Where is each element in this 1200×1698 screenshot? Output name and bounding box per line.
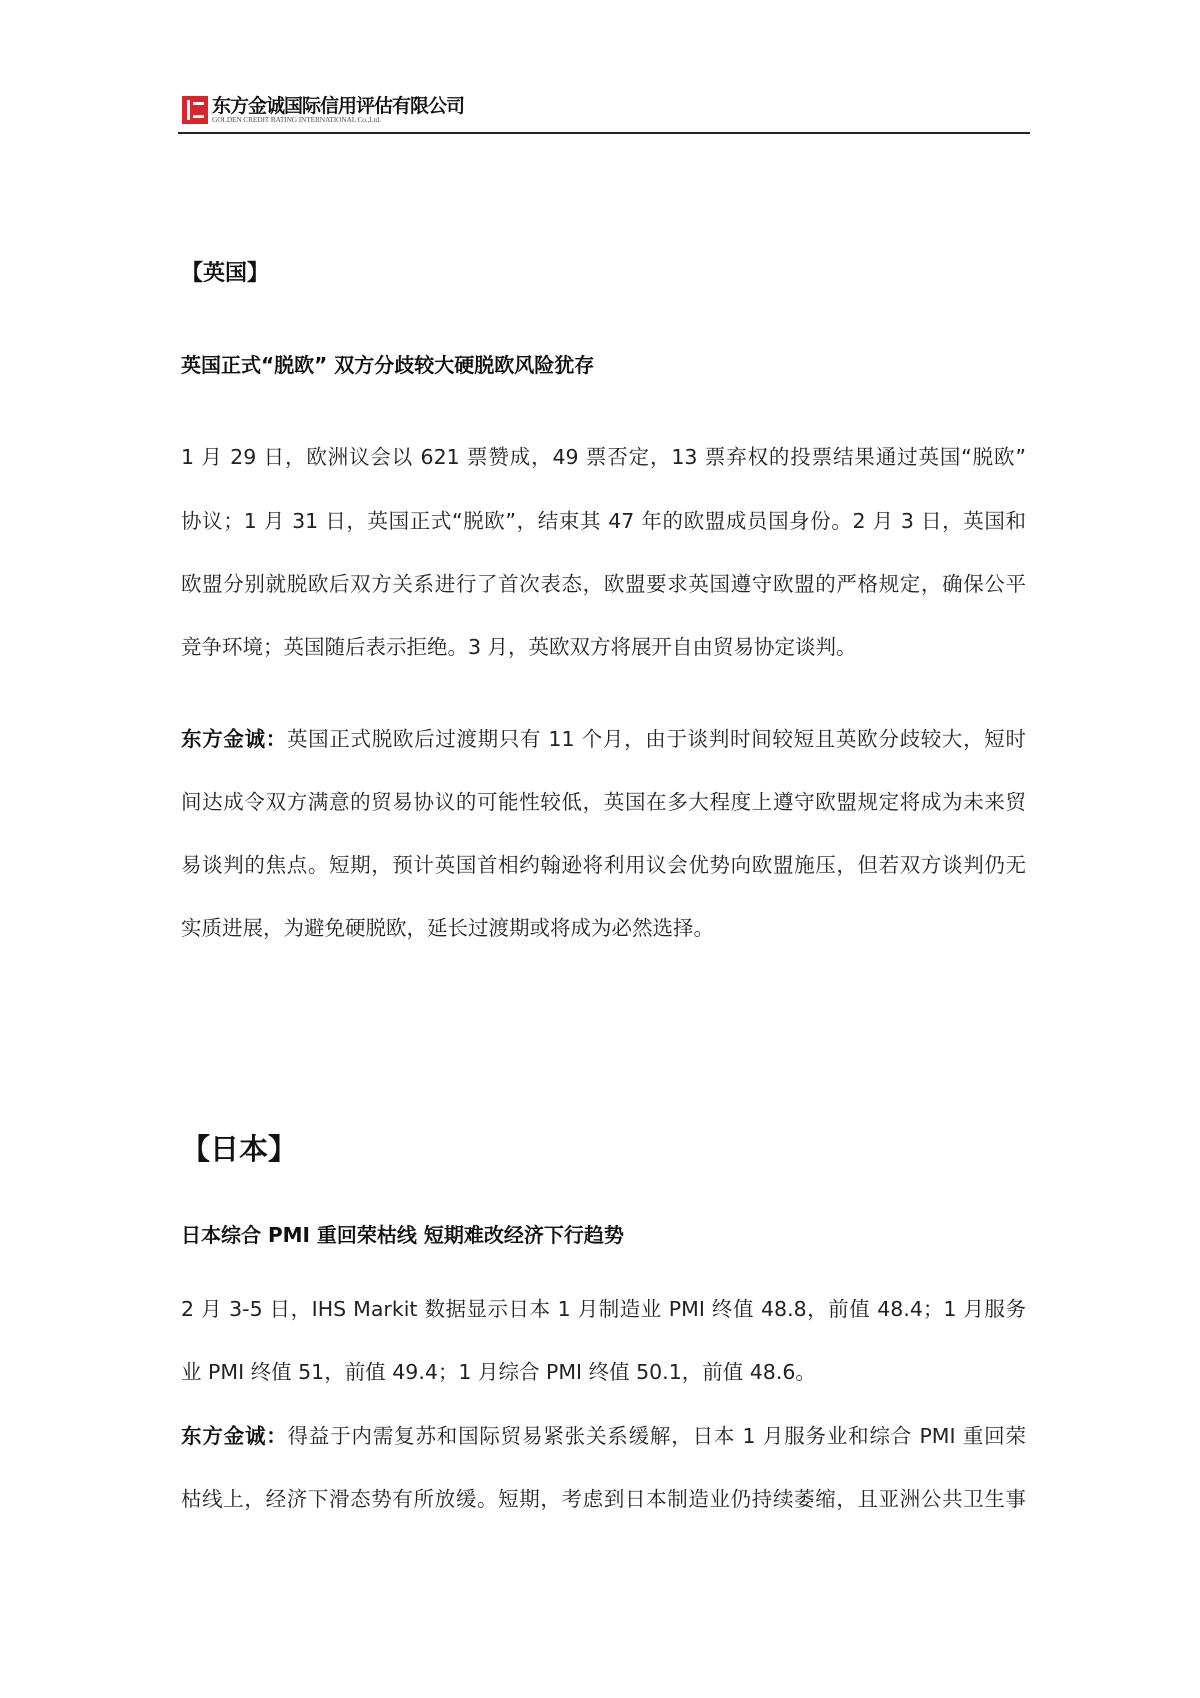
paragraph-line: 协议；1 月 31 日，英国正式“脱欧”，结束其 47 年的欧盟成员国身份。2 月 3 日，英国和: [181, 509, 1026, 533]
comment-line: 间达成令双方满意的贸易协议的可能性较低，英国在多大程度上遵守欧盟规定将成为未来贸: [181, 790, 1026, 814]
paragraph-line: 1 月 29 日，欧洲议会以 621 票赞成，49 票否定，13 票弃权的投票结果通过英国“脱欧”: [181, 445, 1026, 469]
paragraph-line: 竞争环境；英国随后表示拒绝。3 月，英欧双方将展开自由贸易协定谈判。: [181, 635, 857, 659]
comment-lead: 东方金诚：: [181, 1424, 288, 1448]
article-title-uk: 英国正式“脱欧” 双方分歧较大硬脱欧风险犹存: [181, 353, 595, 377]
article-title-japan: 日本综合 PMI 重回荣枯线 短期难改经济下行趋势: [181, 1223, 624, 1247]
comment-line: [181, 1419, 1026, 1449]
paragraph-line: 业 PMI 终值 51，前值 49.4；1 月综合 PMI 终值 50.1，前值 48.6。: [181, 1360, 816, 1384]
comment-line: [181, 722, 1026, 752]
comment-lead: 东方金诚：: [181, 727, 287, 751]
paragraph-line: 2 月 3-5 日，IHS Markit 数据显示日本 1 月制造业 PMI 终值 48.8，前值 48.4；1 月服务: [181, 1297, 1026, 1321]
logo-mark-icon: [182, 96, 208, 124]
company-logo: [182, 96, 464, 124]
comment-line: 易谈判的焦点。短期，预计英国首相约翰逊将利用议会优势向欧盟施压，但若双方谈判仍无: [181, 853, 1026, 877]
paragraph-line: 欧盟分别就脱欧后双方关系进行了首次表态，欧盟要求英国遵守欧盟的严格规定，确保公平: [181, 572, 1026, 596]
comment-line: 枯线上，经济下滑态势有所放缓。短期，考虑到日本制造业仍持续萎缩，且亚洲公共卫生事: [181, 1487, 1026, 1511]
comment-line: 实质进展，为避免硬脱欧，延长过渡期或将成为必然选择。: [181, 916, 714, 940]
comment-text: 英国正式脱欧后过渡期只有 11 个月，由于谈判时间较短且英欧分歧较大，短时: [286, 727, 1026, 751]
company-name-en: GOLDEN CREDIT RATING INTERNATIONAL Co.,Ltd.: [212, 115, 381, 124]
section-heading-japan: 【日本】: [181, 1132, 298, 1166]
header-rule: [178, 132, 1030, 134]
company-name-cn: 东方金诚国际信用评估有限公司: [212, 95, 465, 117]
section-heading-uk: 【英国】: [181, 261, 270, 286]
comment-text: 得益于内需复苏和国际贸易紧张关系缓解，日本 1 月服务业和综合 PMI 重回荣: [287, 1424, 1027, 1448]
